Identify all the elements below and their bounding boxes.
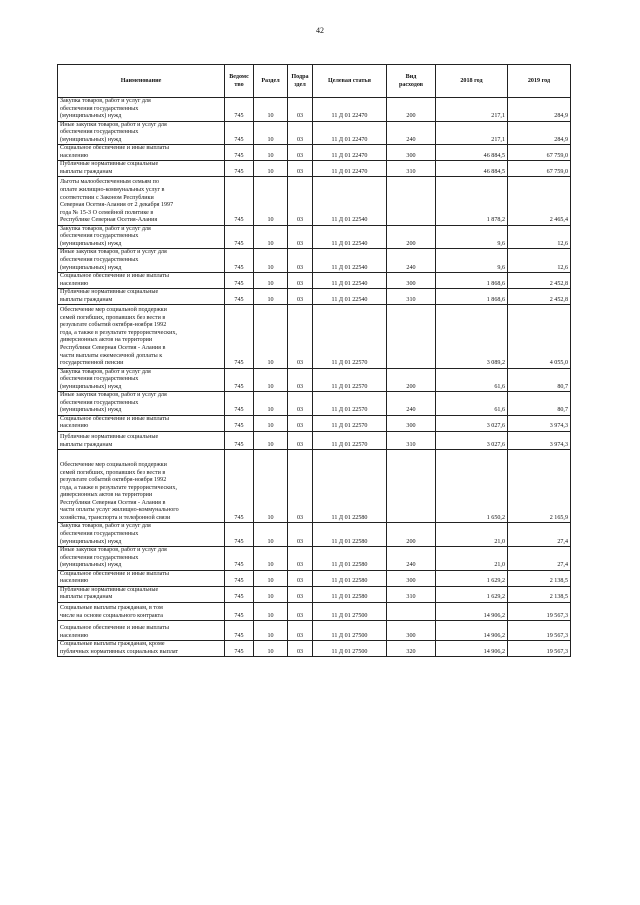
row-name-cell: Социальное обеспечение и иные выплаты населению [58, 415, 225, 431]
row-expense-type-cell: 240 [387, 547, 436, 571]
header-razdel: Раздел [254, 65, 288, 98]
row-razdel-cell: 10 [254, 145, 288, 161]
row-podrazdel-cell: 03 [288, 273, 313, 289]
row-vedomstvo-cell: 745 [225, 145, 254, 161]
row-vedomstvo-cell: 745 [225, 249, 254, 273]
table-row [58, 602, 571, 620]
row-podrazdel-cell: 03 [288, 225, 313, 249]
table-row [58, 225, 571, 249]
row-podrazdel-cell: 03 [288, 602, 313, 620]
row-2018-cell: 14 906,2 [436, 641, 508, 657]
table-row [58, 368, 571, 392]
row-name-cell: Социальное обеспечение и иные выплаты населению [58, 145, 225, 161]
row-podrazdel-cell: 03 [288, 415, 313, 431]
row-razdel-cell: 10 [254, 98, 288, 122]
row-2018-cell: 46 884,5 [436, 161, 508, 177]
row-2018-cell: 1 878,2 [436, 177, 508, 225]
row-target-article-cell: 11 Д 01 22470 [313, 98, 387, 122]
row-vedomstvo-cell: 745 [225, 225, 254, 249]
header-vedomstvo: Ведомс тво [225, 65, 254, 98]
row-razdel-cell: 10 [254, 432, 288, 450]
row-razdel-cell: 10 [254, 415, 288, 431]
header-expense-type: Вид расходов [387, 65, 436, 98]
row-podrazdel-cell: 03 [288, 305, 313, 368]
row-2018-cell: 217,1 [436, 98, 508, 122]
row-expense-type-cell [387, 450, 436, 523]
row-target-article-cell: 11 Д 01 22540 [313, 273, 387, 289]
row-name-cell: Публичные нормативные социальные выплаты гражданам [58, 161, 225, 177]
row-vedomstvo-cell: 745 [225, 641, 254, 657]
row-name-cell: Социальное обеспечение и иные выплаты населению [58, 273, 225, 289]
row-expense-type-cell: 200 [387, 98, 436, 122]
row-name-cell: Публичные нормативные социальные выплаты гражданам [58, 586, 225, 602]
row-target-article-cell: 11 Д 01 22580 [313, 586, 387, 602]
row-vedomstvo-cell: 745 [225, 161, 254, 177]
row-expense-type-cell: 300 [387, 273, 436, 289]
row-target-article-cell: 11 Д 01 22570 [313, 305, 387, 368]
row-expense-type-cell: 240 [387, 121, 436, 145]
row-razdel-cell: 10 [254, 177, 288, 225]
row-target-article-cell: 11 Д 01 27500 [313, 641, 387, 657]
row-2019-cell: 12,6 [508, 249, 571, 273]
row-2018-cell: 3 027,6 [436, 415, 508, 431]
row-2019-cell: 2 465,4 [508, 177, 571, 225]
row-name-cell: Социальные выплаты гражданам, в том числе на основе социального контракта [58, 602, 225, 620]
row-name-cell: Закупка товаров, работ и услуг для обеспечения государственных (муниципальных) нужд [58, 98, 225, 122]
row-name-cell: Социальное обеспечение и иные выплаты населению [58, 570, 225, 586]
row-target-article-cell: 11 Д 01 22580 [313, 523, 387, 547]
row-2018-cell: 9,6 [436, 249, 508, 273]
row-2019-cell: 2 165,9 [508, 450, 571, 523]
row-razdel-cell: 10 [254, 392, 288, 416]
row-2018-cell: 3 027,6 [436, 432, 508, 450]
row-vedomstvo-cell: 745 [225, 586, 254, 602]
row-podrazdel-cell: 03 [288, 121, 313, 145]
row-razdel-cell: 10 [254, 570, 288, 586]
row-expense-type-cell [387, 305, 436, 368]
row-2019-cell: 67 759,0 [508, 145, 571, 161]
row-razdel-cell: 10 [254, 621, 288, 641]
row-razdel-cell: 10 [254, 523, 288, 547]
row-2019-cell: 80,7 [508, 368, 571, 392]
row-2019-cell: 19 567,3 [508, 641, 571, 657]
table-row [58, 415, 571, 431]
row-2019-cell: 3 974,3 [508, 415, 571, 431]
row-vedomstvo-cell: 745 [225, 621, 254, 641]
row-razdel-cell: 10 [254, 121, 288, 145]
row-2019-cell: 67 759,0 [508, 161, 571, 177]
header-name: Наименование [58, 65, 225, 98]
row-expense-type-cell: 200 [387, 225, 436, 249]
row-expense-type-cell: 300 [387, 570, 436, 586]
row-podrazdel-cell: 03 [288, 641, 313, 657]
row-vedomstvo-cell: 745 [225, 523, 254, 547]
row-vedomstvo-cell: 745 [225, 177, 254, 225]
row-target-article-cell: 11 Д 01 22470 [313, 161, 387, 177]
row-2019-cell: 2 452,8 [508, 273, 571, 289]
table-row [58, 570, 571, 586]
table-row [58, 98, 571, 122]
row-vedomstvo-cell: 745 [225, 432, 254, 450]
row-2018-cell: 1 650,2 [436, 450, 508, 523]
row-razdel-cell: 10 [254, 249, 288, 273]
row-2019-cell: 27,4 [508, 547, 571, 571]
row-name-cell: Обеспечение мер социальной поддержки семей погибших, пропавших без вести в результате событий октября-ноября 1992 года, а также в результате террористических, диверсионных актов на территории Республики Северная Осетия - Алания в части выплаты ежемесячной доплаты к государственной пенсии [58, 305, 225, 368]
row-name-cell: Закупка товаров, работ и услуг для обеспечения государственных (муниципальных) нужд [58, 225, 225, 249]
header-target-article: Целевая статья [313, 65, 387, 98]
row-2018-cell: 14 906,2 [436, 621, 508, 641]
table-row [58, 273, 571, 289]
row-target-article-cell: 11 Д 01 27500 [313, 621, 387, 641]
table-row [58, 586, 571, 602]
row-razdel-cell: 10 [254, 273, 288, 289]
row-expense-type-cell: 240 [387, 249, 436, 273]
row-name-cell: Обеспечение мер социальной поддержки семей погибших, пропавших без вести в результате событий октября-ноября 1992 года, а также в результате террористических, диверсионных актов на территории Республики Северная Осетия - Алания в части оплаты услуг жилищно-коммунального хозяйства, транспорта и телефонной связи [58, 450, 225, 523]
row-podrazdel-cell: 03 [288, 392, 313, 416]
row-target-article-cell: 11 Д 01 22540 [313, 177, 387, 225]
row-target-article-cell: 11 Д 01 22540 [313, 249, 387, 273]
table-row [58, 547, 571, 571]
row-2019-cell: 19 567,3 [508, 602, 571, 620]
row-2018-cell: 1 629,2 [436, 570, 508, 586]
row-razdel-cell: 10 [254, 289, 288, 305]
row-name-cell: Закупка товаров, работ и услуг для обеспечения государственных (муниципальных) нужд [58, 368, 225, 392]
row-2018-cell: 1 868,6 [436, 273, 508, 289]
table-row [58, 249, 571, 273]
row-podrazdel-cell: 03 [288, 432, 313, 450]
row-target-article-cell: 11 Д 01 22580 [313, 450, 387, 523]
row-expense-type-cell [387, 602, 436, 620]
row-podrazdel-cell: 03 [288, 177, 313, 225]
row-target-article-cell: 11 Д 01 27500 [313, 602, 387, 620]
row-vedomstvo-cell: 745 [225, 368, 254, 392]
row-expense-type-cell: 310 [387, 289, 436, 305]
table-header-row [58, 65, 571, 98]
row-vedomstvo-cell: 745 [225, 450, 254, 523]
row-razdel-cell: 10 [254, 586, 288, 602]
row-podrazdel-cell: 03 [288, 523, 313, 547]
row-podrazdel-cell: 03 [288, 161, 313, 177]
row-podrazdel-cell: 03 [288, 547, 313, 571]
row-name-cell: Социальное обеспечение и иные выплаты населению [58, 621, 225, 641]
row-target-article-cell: 11 Д 01 22570 [313, 415, 387, 431]
row-name-cell: Закупка товаров, работ и услуг для обеспечения государственных (муниципальных) нужд [58, 523, 225, 547]
row-name-cell: Социальные выплаты гражданам, кроме публичных нормативных социальных выплат [58, 641, 225, 657]
row-2019-cell: 80,7 [508, 392, 571, 416]
row-target-article-cell: 11 Д 01 22470 [313, 145, 387, 161]
table-row [58, 621, 571, 641]
row-podrazdel-cell: 03 [288, 621, 313, 641]
row-name-cell: Иные закупки товаров, работ и услуг для обеспечения государственных (муниципальных) нужд [58, 249, 225, 273]
row-vedomstvo-cell: 745 [225, 547, 254, 571]
row-razdel-cell: 10 [254, 305, 288, 368]
table-row [58, 641, 571, 657]
row-expense-type-cell: 310 [387, 161, 436, 177]
row-podrazdel-cell: 03 [288, 586, 313, 602]
row-razdel-cell: 10 [254, 641, 288, 657]
row-2018-cell: 9,6 [436, 225, 508, 249]
row-razdel-cell: 10 [254, 161, 288, 177]
row-2019-cell: 12,6 [508, 225, 571, 249]
row-2019-cell: 2 452,8 [508, 289, 571, 305]
row-razdel-cell: 10 [254, 602, 288, 620]
row-podrazdel-cell: 03 [288, 98, 313, 122]
row-2018-cell: 46 884,5 [436, 145, 508, 161]
row-expense-type-cell: 310 [387, 432, 436, 450]
row-razdel-cell: 10 [254, 368, 288, 392]
row-name-cell: Иные закупки товаров, работ и услуг для обеспечения государственных (муниципальных) нужд [58, 392, 225, 416]
header-2019: 2019 год [508, 65, 571, 98]
row-2018-cell: 61,6 [436, 368, 508, 392]
row-vedomstvo-cell: 745 [225, 289, 254, 305]
row-expense-type-cell: 310 [387, 586, 436, 602]
row-2018-cell: 3 089,2 [436, 305, 508, 368]
row-2019-cell: 3 974,3 [508, 432, 571, 450]
row-razdel-cell: 10 [254, 547, 288, 571]
row-name-cell: Публичные нормативные социальные выплаты гражданам [58, 432, 225, 450]
row-vedomstvo-cell: 745 [225, 121, 254, 145]
row-target-article-cell: 11 Д 01 22570 [313, 368, 387, 392]
header-2018: 2018 год [436, 65, 508, 98]
table-row [58, 305, 571, 368]
row-name-cell: Иные закупки товаров, работ и услуг для обеспечения государственных (муниципальных) нужд [58, 547, 225, 571]
row-podrazdel-cell: 03 [288, 249, 313, 273]
budget-table [57, 64, 571, 657]
row-2019-cell: 4 055,0 [508, 305, 571, 368]
row-expense-type-cell: 300 [387, 621, 436, 641]
row-target-article-cell: 11 Д 01 22470 [313, 121, 387, 145]
row-name-cell: Публичные нормативные социальные выплаты гражданам [58, 289, 225, 305]
row-podrazdel-cell: 03 [288, 450, 313, 523]
row-razdel-cell: 10 [254, 450, 288, 523]
table-row [58, 523, 571, 547]
table-row [58, 161, 571, 177]
row-target-article-cell: 11 Д 01 22570 [313, 392, 387, 416]
row-2018-cell: 217,1 [436, 121, 508, 145]
row-vedomstvo-cell: 745 [225, 570, 254, 586]
row-target-article-cell: 11 Д 01 22580 [313, 547, 387, 571]
row-podrazdel-cell: 03 [288, 368, 313, 392]
table-row [58, 289, 571, 305]
header-podrazdel: Подра здел [288, 65, 313, 98]
row-expense-type-cell [387, 177, 436, 225]
table-row [58, 121, 571, 145]
table-row [58, 177, 571, 225]
row-target-article-cell: 11 Д 01 22580 [313, 570, 387, 586]
row-2018-cell: 1 868,6 [436, 289, 508, 305]
page-number: 42 [316, 26, 324, 35]
row-2019-cell: 27,4 [508, 523, 571, 547]
row-vedomstvo-cell: 745 [225, 415, 254, 431]
row-2018-cell: 1 629,2 [436, 586, 508, 602]
row-expense-type-cell: 300 [387, 145, 436, 161]
row-2018-cell: 14 906,2 [436, 602, 508, 620]
row-razdel-cell: 10 [254, 225, 288, 249]
row-expense-type-cell: 240 [387, 392, 436, 416]
row-name-cell: Льготы малообеспеченным семьям по оплате жилищно-коммунальных услуг в соответствии с Законом Республики Северная Осетия-Алания от 2 декабря 1997 года № 15-З О семейной политике в Республике Северная Осетия-Алания [58, 177, 225, 225]
row-vedomstvo-cell: 745 [225, 392, 254, 416]
row-expense-type-cell: 300 [387, 415, 436, 431]
row-2019-cell: 2 138,5 [508, 570, 571, 586]
row-podrazdel-cell: 03 [288, 570, 313, 586]
table-row [58, 392, 571, 416]
row-expense-type-cell: 200 [387, 523, 436, 547]
row-2019-cell: 284,9 [508, 121, 571, 145]
row-podrazdel-cell: 03 [288, 145, 313, 161]
row-2018-cell: 61,6 [436, 392, 508, 416]
row-vedomstvo-cell: 745 [225, 98, 254, 122]
row-vedomstvo-cell: 745 [225, 273, 254, 289]
row-vedomstvo-cell: 745 [225, 602, 254, 620]
table-row [58, 450, 571, 523]
row-target-article-cell: 11 Д 01 22540 [313, 225, 387, 249]
row-2018-cell: 21,0 [436, 547, 508, 571]
row-2019-cell: 19 567,3 [508, 621, 571, 641]
row-expense-type-cell: 320 [387, 641, 436, 657]
table-row [58, 145, 571, 161]
row-target-article-cell: 11 Д 01 22540 [313, 289, 387, 305]
row-2019-cell: 284,9 [508, 98, 571, 122]
table-row [58, 432, 571, 450]
row-name-cell: Иные закупки товаров, работ и услуг для обеспечения государственных (муниципальных) нужд [58, 121, 225, 145]
row-target-article-cell: 11 Д 01 22570 [313, 432, 387, 450]
row-podrazdel-cell: 03 [288, 289, 313, 305]
row-expense-type-cell: 200 [387, 368, 436, 392]
row-vedomstvo-cell: 745 [225, 305, 254, 368]
row-2019-cell: 2 138,5 [508, 586, 571, 602]
row-2018-cell: 21,0 [436, 523, 508, 547]
